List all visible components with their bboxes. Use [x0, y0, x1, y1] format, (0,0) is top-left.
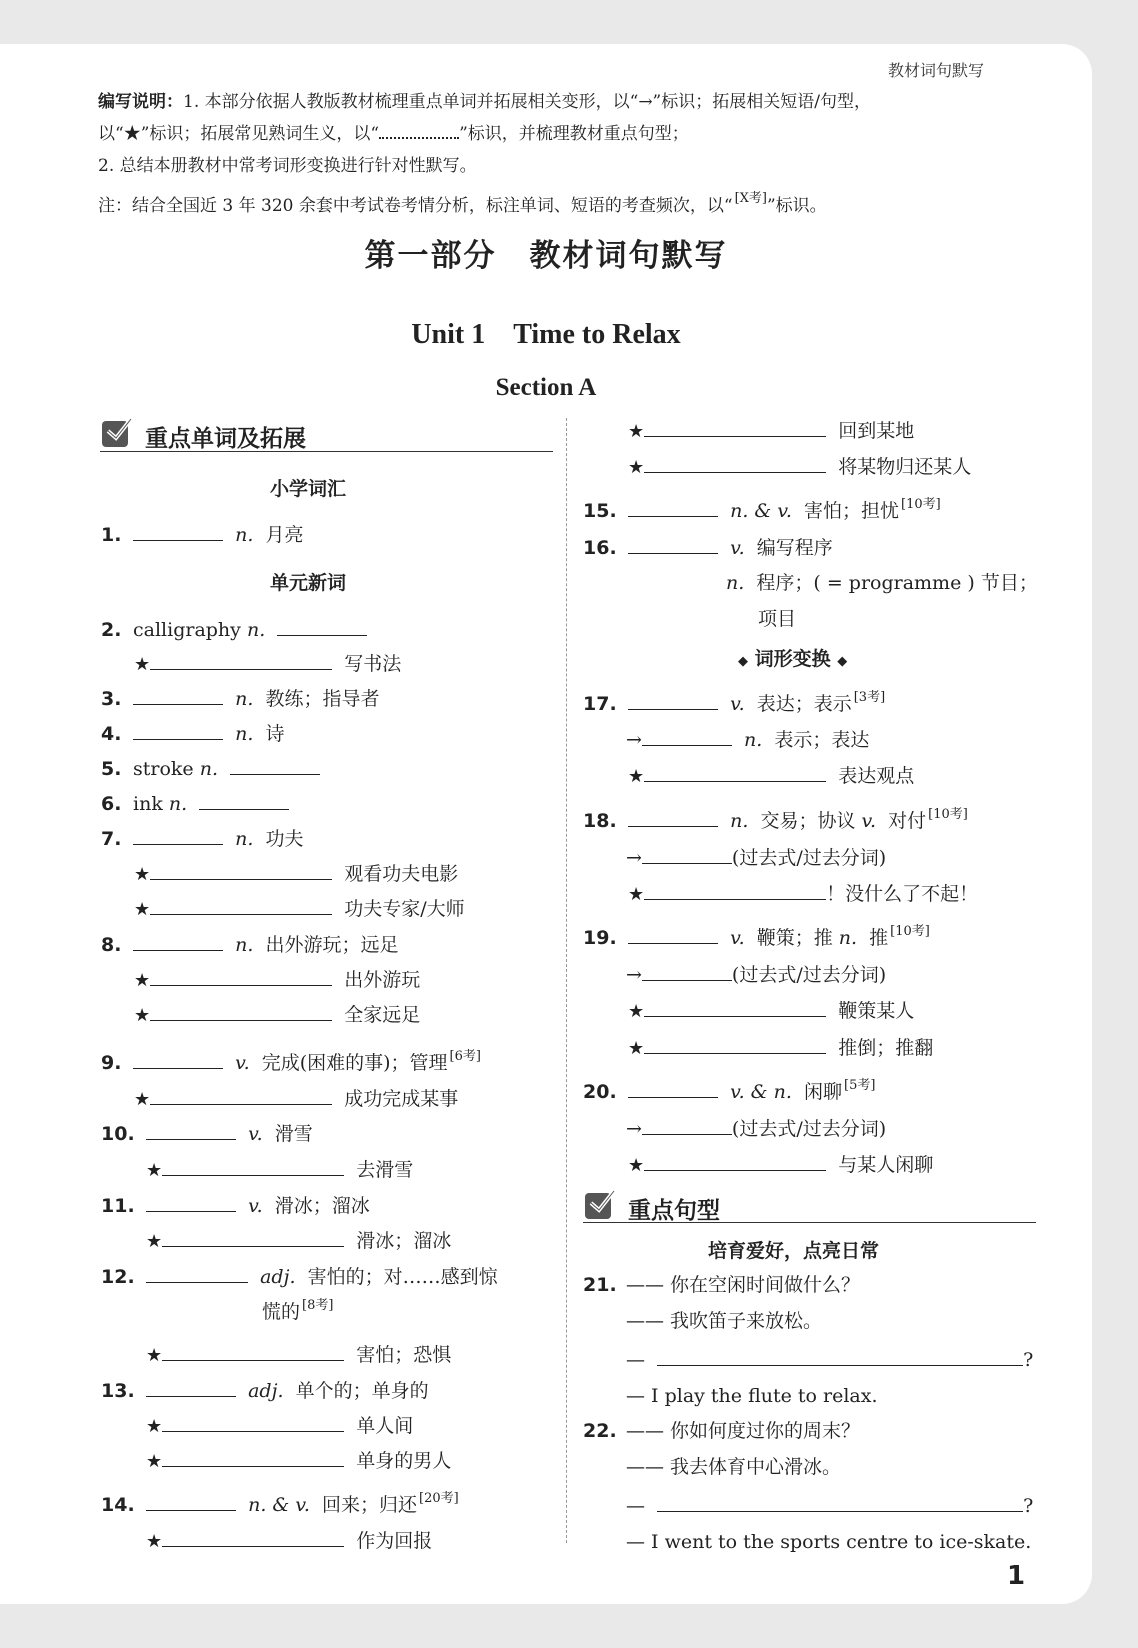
- phrase-meaning: 将某物归还某人: [838, 456, 972, 478]
- meaning: 诗: [265, 723, 285, 745]
- answer-blank[interactable]: [146, 1193, 236, 1212]
- vocab-item-12-cont: [262, 1300, 333, 1327]
- intro-label: 编写说明：: [98, 92, 183, 112]
- vocab-item-16: [583, 535, 833, 560]
- question-mark: ?: [1023, 1349, 1034, 1371]
- vocab-item-2-star1: [134, 651, 401, 677]
- answer-blank[interactable]: [150, 896, 332, 915]
- part-of-speech: n.: [235, 688, 254, 710]
- note-frequency-sample: [X考]: [734, 191, 767, 206]
- intro-line2: [98, 124, 689, 144]
- vocab-item-15: [583, 498, 941, 526]
- answer-blank[interactable]: [162, 1342, 344, 1361]
- part-of-speech: v.: [730, 693, 745, 715]
- vocab-item-13-star2: [146, 1448, 451, 1474]
- phrase-meaning: ！没什么了不起！: [826, 883, 979, 905]
- meaning: 鞭策；推: [756, 927, 833, 949]
- star-icon: ★: [628, 457, 645, 478]
- answer-blank[interactable]: [628, 808, 718, 827]
- answer-blank[interactable]: [146, 1378, 236, 1397]
- star-icon: ★: [134, 1089, 151, 1110]
- star-icon: ★: [628, 766, 645, 787]
- vocab-item-2: [101, 617, 367, 642]
- star-icon: ★: [628, 1155, 645, 1176]
- item-number: 15.: [583, 500, 617, 522]
- phrase-meaning: 全家远足: [344, 1004, 421, 1026]
- answer-blank[interactable]: [133, 1050, 223, 1069]
- answer-blank[interactable]: [162, 1528, 344, 1547]
- phrase-meaning: 出外游玩: [344, 969, 421, 991]
- vocab-item-20: [583, 1079, 875, 1107]
- answer-blank[interactable]: [162, 1157, 344, 1176]
- arrow-icon: →: [626, 1118, 642, 1140]
- star-icon: ★: [134, 864, 151, 885]
- vocab-item-9-star1: [134, 1086, 458, 1112]
- wavy-underline-sample: [379, 129, 459, 139]
- part-of-speech: n. & v.: [730, 500, 792, 522]
- meaning: 表达；表示: [756, 693, 852, 715]
- star-icon: ★: [146, 1160, 163, 1181]
- running-header: 教材词句默写: [888, 61, 985, 80]
- vocab-item-14-star2: [628, 418, 914, 444]
- answer-blank[interactable]: [146, 1492, 236, 1511]
- phrase-meaning: 成功完成某事: [344, 1088, 459, 1110]
- sentence-22-english: — I went to the sports centre to ice-skate.: [626, 1531, 1032, 1553]
- diamond-arrow-right-icon: ◆: [837, 654, 848, 669]
- answer-blank[interactable]: [644, 998, 826, 1017]
- part-of-speech: v.: [248, 1123, 263, 1145]
- vocab-item-1: [101, 522, 303, 547]
- sentences-heading-rule: [583, 1222, 1036, 1223]
- vocab-item-19: [583, 925, 930, 953]
- meaning: 编写程序: [756, 537, 833, 559]
- vocab-item-10-star1: [146, 1157, 413, 1183]
- vocab-item-7-star2: [134, 896, 465, 922]
- sentence-21-english: — I play the flute to relax.: [626, 1385, 878, 1407]
- part-of-speech: n.: [235, 723, 254, 745]
- answer-blank[interactable]: [133, 826, 223, 845]
- part-of-speech: n.: [726, 572, 745, 594]
- answer-blank[interactable]: [150, 967, 332, 986]
- meaning-2: 推: [869, 927, 889, 949]
- sentence-21-q: [583, 1273, 860, 1297]
- sentence-22-blank-row: [626, 1493, 1036, 1518]
- item-number: 6.: [101, 793, 122, 815]
- vocab-item-20-arrow: [626, 1116, 886, 1141]
- vocab-item-18-arrow: [626, 845, 886, 870]
- note-text-b: ”标识。: [766, 196, 827, 216]
- answer-blank[interactable]: [628, 691, 718, 710]
- sentence-21-blank-row: [626, 1347, 1036, 1372]
- vocab-item-20-star1: [628, 1152, 933, 1178]
- item-number: 2.: [101, 619, 122, 641]
- part-title: 第一部分 教材词句默写: [364, 238, 728, 274]
- answer-blank[interactable]: [642, 727, 732, 746]
- vocab-item-11: [101, 1193, 370, 1218]
- phrase-meaning: 回到某地: [838, 420, 915, 442]
- vocab-item-4: [101, 721, 284, 746]
- meaning: 功夫: [265, 828, 304, 850]
- phrase-meaning: 表达观点: [838, 765, 915, 787]
- vocab-item-10: [101, 1121, 313, 1146]
- item-number: 22.: [583, 1420, 617, 1442]
- star-icon: ★: [146, 1231, 163, 1252]
- answer-blank[interactable]: [133, 686, 223, 705]
- vocab-item-17-star1: [628, 763, 914, 789]
- part-of-speech: v.: [235, 1052, 250, 1074]
- item-number: 9.: [101, 1052, 122, 1074]
- vocab-item-18: [583, 808, 968, 836]
- intro-text2a: 以“★”标识；拓展常见熟词生义，以“: [98, 124, 380, 144]
- star-icon: ★: [134, 899, 151, 920]
- phrase-meaning: 写书法: [344, 653, 402, 675]
- star-icon: ★: [628, 421, 645, 442]
- answer-blank[interactable]: [133, 932, 223, 951]
- word: ink: [133, 793, 163, 815]
- vocab-item-14: [101, 1492, 459, 1520]
- vocab-item-8: [101, 932, 398, 957]
- word: calligraphy: [133, 619, 241, 641]
- part-of-speech: n.: [235, 524, 254, 546]
- item-number: 10.: [101, 1123, 135, 1145]
- part-of-speech: n. & v.: [248, 1494, 310, 1516]
- form-note: (过去式/过去分词): [731, 847, 887, 869]
- part-of-speech-2: n.: [838, 927, 858, 949]
- vocab-item-18-star1: [628, 881, 978, 907]
- phrase-meaning: 推倒；推翻: [838, 1037, 934, 1059]
- sentence-22-q: [583, 1419, 860, 1443]
- phrase-meaning: 与某人闲聊: [838, 1154, 934, 1176]
- answer-blank[interactable]: [277, 617, 367, 636]
- sentences-heading: 重点句型: [628, 1198, 720, 1224]
- diamond-arrow-left-icon: ◆: [738, 654, 748, 669]
- answer-blank[interactable]: [150, 1086, 332, 1105]
- answer-blank[interactable]: [644, 881, 826, 900]
- part-of-speech: v.: [730, 927, 745, 949]
- answer-blank[interactable]: [644, 1152, 826, 1171]
- question-chinese: —— 你如何度过你的周末？: [626, 1420, 861, 1442]
- answer-blank[interactable]: [162, 1228, 344, 1247]
- unit-title: Unit 1 Time to Relax: [411, 319, 681, 350]
- column-divider: [566, 418, 567, 1543]
- vocab-item-14-star3: [628, 454, 971, 480]
- exam-frequency: [10考]: [928, 807, 968, 822]
- part-of-speech: adj.: [248, 1380, 284, 1402]
- answer-blank[interactable]: [644, 1035, 826, 1054]
- item-number: 13.: [101, 1380, 135, 1402]
- phrase-meaning: 滑冰；溜冰: [356, 1230, 452, 1252]
- item-number: 18.: [583, 810, 617, 832]
- exam-frequency: [3考]: [853, 690, 886, 705]
- intro-line1: [98, 92, 871, 112]
- answer-blank[interactable]: [642, 1116, 732, 1135]
- part-of-speech: n.: [744, 729, 763, 751]
- star-icon: ★: [134, 654, 151, 675]
- meaning: 害怕；担忧: [803, 500, 899, 522]
- answer-blank[interactable]: [642, 962, 732, 981]
- meaning: 害怕的；对……感到惊: [307, 1266, 498, 1288]
- intro-text1: 1. 本部分依据人教版教材梳理重点单词并拓展相关变形，以“→”标识；拓展相关短语/句型，: [183, 92, 871, 112]
- star-icon: ★: [134, 1005, 151, 1026]
- answer-blank[interactable]: [133, 721, 223, 740]
- meaning: 回来；归还: [321, 1494, 417, 1516]
- vocab-item-3: [101, 686, 379, 711]
- sentence-answer-blank[interactable]: [657, 1347, 1023, 1366]
- question-chinese: —— 你在空闲时间做什么？: [626, 1274, 861, 1296]
- vocab-item-13: [101, 1378, 429, 1403]
- subhead-primary: 小学词汇: [270, 478, 347, 500]
- sentences-subhead: 培育爱好，点亮日常: [708, 1240, 880, 1262]
- dash: —: [626, 1349, 645, 1371]
- subhead-word-forms: [738, 644, 847, 671]
- vocab-item-19-star1: [628, 998, 914, 1024]
- star-icon: ★: [146, 1451, 163, 1472]
- intro-note: [98, 191, 827, 218]
- star-icon: ★: [628, 1001, 645, 1022]
- answer-blank[interactable]: [150, 1002, 332, 1021]
- sentence-answer-blank[interactable]: [657, 1493, 1023, 1512]
- vocab-heading: 重点单词及拓展: [145, 426, 306, 452]
- exam-frequency: [6考]: [449, 1049, 481, 1064]
- answer-blank[interactable]: [628, 535, 718, 554]
- checkbox-check-icon: [102, 421, 128, 447]
- meaning: 滑冰；溜冰: [274, 1195, 370, 1217]
- part-of-speech: n.: [730, 810, 749, 832]
- part-of-speech: v. & n.: [730, 1081, 792, 1103]
- item-number: 1.: [101, 524, 122, 546]
- meaning: 闲聊: [803, 1081, 842, 1103]
- meaning: 滑雪: [274, 1123, 313, 1145]
- star-icon: ★: [146, 1531, 163, 1552]
- vocab-item-6: [101, 791, 289, 816]
- arrow-icon: →: [626, 847, 642, 869]
- word: stroke: [133, 758, 194, 780]
- vocab-item-16-noun: [726, 571, 1038, 595]
- answer-blank[interactable]: [628, 498, 718, 517]
- intro-text2b: ”标识，并梳理教材重点句型；: [459, 124, 689, 144]
- intro-line3: 2. 总结本册教材中常考词形变换进行针对性默写。: [98, 156, 477, 176]
- item-number: 17.: [583, 693, 617, 715]
- answer-blank[interactable]: [628, 1079, 718, 1098]
- phrase-meaning: 去滑雪: [356, 1159, 414, 1181]
- meaning: 程序；( = programme ) 节目；: [756, 572, 1038, 594]
- subhead-word-forms-label: 词形变换: [754, 648, 831, 670]
- phrase-meaning: 功夫专家/大师: [344, 898, 465, 920]
- item-number: 5.: [101, 758, 122, 780]
- note-text-a: 注：结合全国近 3 年 320 余套中考试卷考情分析，标注单词、短语的考查频次，以“: [98, 196, 733, 216]
- phrase-meaning: 作为回报: [356, 1530, 433, 1552]
- meaning: 教练；指导者: [265, 688, 380, 710]
- meaning: 交易；协议: [760, 810, 856, 832]
- vocab-item-12-star1: [146, 1342, 451, 1368]
- phrase-meaning: 单身的男人: [356, 1450, 452, 1472]
- exam-frequency: [20考]: [419, 1491, 459, 1506]
- part-of-speech: v.: [248, 1195, 263, 1217]
- answer-blank[interactable]: [230, 756, 320, 775]
- answer-blank[interactable]: [199, 791, 289, 810]
- part-of-speech: n.: [199, 758, 218, 780]
- phrase-meaning: 观看功夫电影: [344, 863, 459, 885]
- item-number: 21.: [583, 1274, 617, 1296]
- vocab-item-8-star2: [134, 1002, 420, 1028]
- phrase-meaning: 害怕；恐惧: [356, 1344, 452, 1366]
- answer-blank[interactable]: [146, 1121, 236, 1140]
- meaning-continued: 慌的: [262, 1301, 301, 1323]
- vocab-item-7: [101, 826, 303, 851]
- vocab-item-19-arrow: [626, 962, 886, 987]
- phrase-meaning: 单人间: [356, 1415, 414, 1437]
- answer-blank[interactable]: [644, 763, 826, 782]
- item-number: 19.: [583, 927, 617, 949]
- checkbox-check-icon: [585, 1193, 611, 1219]
- item-number: 14.: [101, 1494, 135, 1516]
- vocab-item-8-star1: [134, 967, 420, 993]
- arrow-icon: →: [626, 729, 642, 751]
- item-number: 7.: [101, 828, 122, 850]
- meaning: 月亮: [265, 524, 304, 546]
- item-number: 3.: [101, 688, 122, 710]
- vocab-item-13-star1: [146, 1413, 413, 1439]
- part-of-speech: adj.: [260, 1266, 296, 1288]
- part-of-speech: v.: [730, 537, 745, 559]
- subhead-new-words: 单元新词: [270, 572, 347, 594]
- meaning: 完成(困难的事)；管理: [261, 1052, 448, 1074]
- item-number: 16.: [583, 537, 617, 559]
- vocab-item-19-star2: [628, 1035, 933, 1061]
- item-number: 20.: [583, 1081, 617, 1103]
- part-of-speech: n.: [235, 934, 254, 956]
- meaning: 表示；表达: [774, 729, 870, 751]
- exam-frequency: [5考]: [844, 1078, 876, 1093]
- vocab-item-17: [583, 691, 885, 719]
- exam-frequency: [10考]: [901, 497, 941, 512]
- star-icon: ★: [628, 884, 645, 905]
- answer-blank[interactable]: [644, 454, 826, 473]
- vocab-item-17-arrow: [626, 727, 869, 752]
- answer-blank[interactable]: [644, 418, 826, 437]
- answer-blank[interactable]: [150, 861, 332, 880]
- item-number: 12.: [101, 1266, 135, 1288]
- star-icon: ★: [146, 1345, 163, 1366]
- part-of-speech: n.: [246, 619, 266, 641]
- answer-blank[interactable]: [150, 651, 332, 670]
- answer-blank[interactable]: [642, 845, 732, 864]
- answer-blank[interactable]: [146, 1264, 248, 1283]
- phrase-meaning: 鞭策某人: [838, 1000, 915, 1022]
- section-title: Section A: [495, 374, 597, 401]
- page-number: 1: [1007, 1561, 1026, 1591]
- vocab-item-16-cont: 项目: [758, 608, 797, 630]
- sentence-22-a: —— 我去体育中心滑冰。: [626, 1456, 842, 1478]
- vocab-item-11-star1: [146, 1228, 451, 1254]
- answer-blank[interactable]: [133, 522, 223, 541]
- answer-blank[interactable]: [162, 1413, 344, 1432]
- form-note: (过去式/过去分词): [731, 964, 887, 986]
- part-of-speech: n.: [235, 828, 254, 850]
- vocab-item-9: [101, 1050, 481, 1078]
- part-of-speech-2: v.: [861, 810, 877, 832]
- vocab-item-12: [101, 1264, 498, 1289]
- meaning-2: 对付: [888, 810, 927, 832]
- vocab-item-14-star1: [146, 1528, 432, 1554]
- answer-blank[interactable]: [628, 925, 718, 944]
- item-number: 11.: [101, 1195, 135, 1217]
- item-number: 8.: [101, 934, 122, 956]
- answer-blank[interactable]: [162, 1448, 344, 1467]
- vocab-heading-rule: [100, 451, 553, 452]
- arrow-icon: →: [626, 964, 642, 986]
- star-icon: ★: [628, 1038, 645, 1059]
- exam-frequency: [8考]: [302, 1298, 334, 1313]
- part-of-speech: n.: [168, 793, 188, 815]
- form-note: (过去式/过去分词): [731, 1118, 887, 1140]
- sentence-21-a: —— 我吹笛子来放松。: [626, 1310, 823, 1332]
- dash: —: [626, 1495, 645, 1517]
- exam-frequency: [10考]: [890, 924, 930, 939]
- question-mark: ?: [1023, 1495, 1034, 1517]
- star-icon: ★: [134, 970, 151, 991]
- vocab-item-5: [101, 756, 320, 781]
- star-icon: ★: [146, 1416, 163, 1437]
- meaning: 单个的；单身的: [295, 1380, 429, 1402]
- item-number: 4.: [101, 723, 122, 745]
- vocab-item-7-star1: [134, 861, 458, 887]
- meaning: 出外游玩；远足: [265, 934, 399, 956]
